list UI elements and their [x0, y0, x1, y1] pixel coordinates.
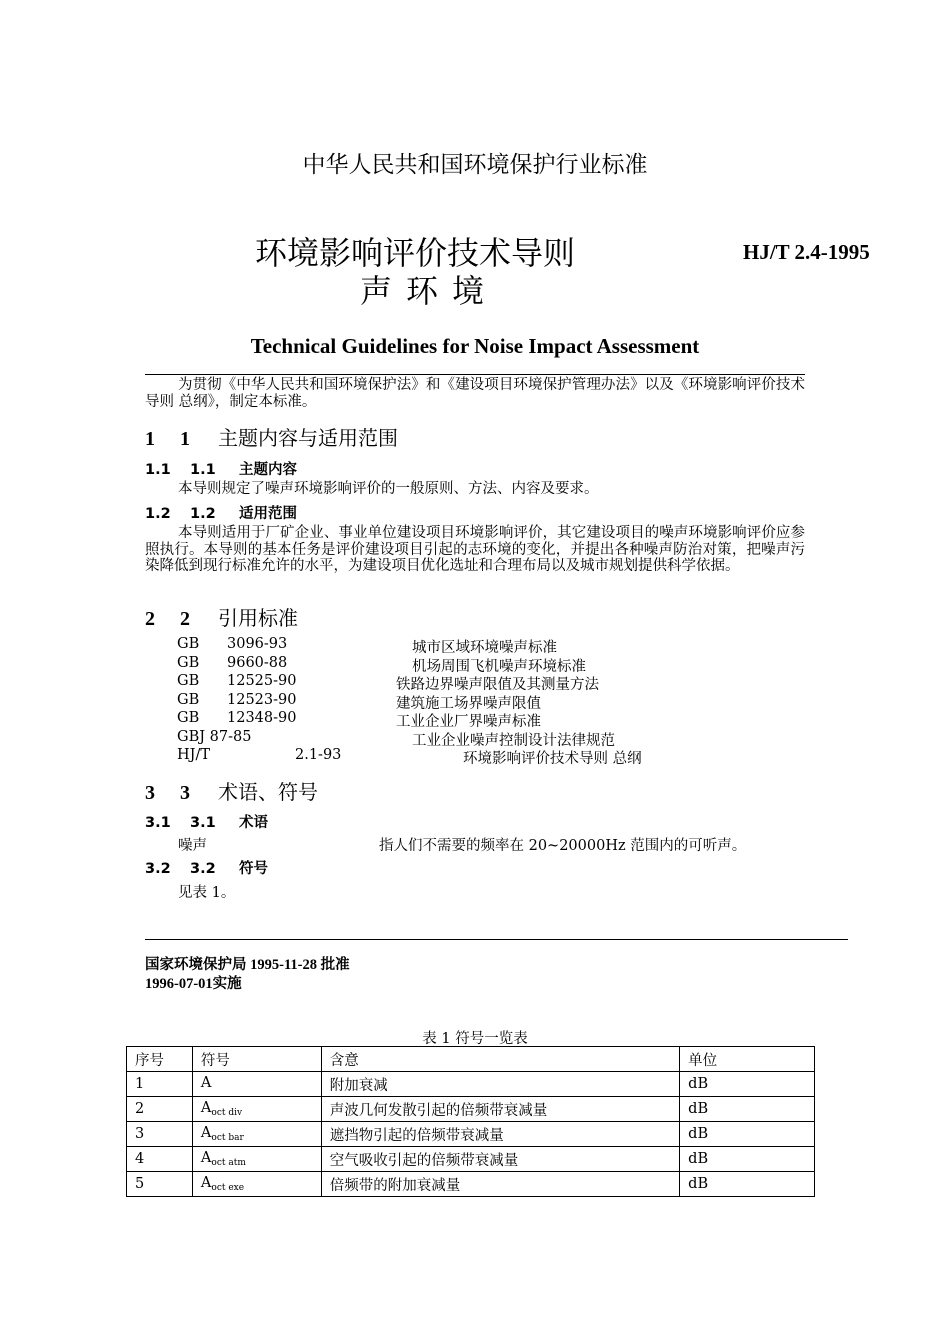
section-1-heading: [145, 422, 398, 451]
table-row: [127, 1172, 815, 1197]
cell-meaning: 遮挡物引起的倍频带衰减量: [321, 1122, 679, 1147]
section-number: 2: [145, 608, 155, 630]
cell-meaning: 附加衰减: [321, 1072, 679, 1097]
approval-label: 批准: [320, 957, 350, 973]
cell-meaning: 空气吸收引起的倍频带衰减量: [321, 1147, 679, 1172]
ref-name: 工业企业噪声控制设计法律规范: [412, 733, 615, 749]
ref-prefix: GB: [177, 673, 200, 689]
see-table-note: 见表 1。: [178, 885, 236, 901]
subsection-title: 术语: [239, 815, 268, 831]
section-number-repeat: 1: [180, 428, 190, 450]
cell-unit: dB: [680, 1097, 815, 1122]
subsection-title: 符号: [239, 861, 268, 877]
cell-symbol: [192, 1147, 321, 1172]
approval-date: 1995-11-28: [250, 957, 317, 973]
cell-meaning: 倍频带的附加衰减量: [321, 1172, 679, 1197]
cell-no: 2: [127, 1097, 193, 1122]
ref-name: 铁路边界噪声限值及其测量方法: [396, 677, 599, 693]
term-definition: 指人们不需要的频率在 20~20000Hz 范围内的可听声。: [379, 838, 747, 854]
ref-prefix: HJ/T: [177, 747, 211, 763]
section-3-heading: [145, 776, 318, 805]
section-1-1-text: 本导则规定了噪声环境影响评价的一般原则、方法、内容及要求。: [178, 481, 599, 497]
subsection-number-repeat: 1.1: [190, 462, 216, 478]
cell-symbol: [192, 1072, 321, 1097]
ref-number: 3096-93: [227, 636, 288, 652]
section-title: 术语、符号: [218, 780, 318, 804]
cell-no: 4: [127, 1147, 193, 1172]
symbol-base: A: [200, 1150, 212, 1166]
cell-symbol: [192, 1172, 321, 1197]
ref-prefix: GB: [177, 636, 200, 652]
ref-name: 环境影响评价技术导则 总纲: [463, 751, 642, 767]
header-org: 中华人民共和国环境保护行业标准: [302, 152, 648, 178]
header-cell: 序号: [127, 1047, 193, 1072]
approval-line: [145, 953, 350, 974]
header-cell: 单位: [680, 1047, 815, 1072]
ref-name: 机场周围飞机噪声环境标准: [412, 659, 586, 675]
symbol-base: A: [200, 1125, 212, 1141]
document-title: 环境影响评价技术导则: [255, 234, 576, 272]
effective-date: 1996-07-01: [145, 976, 213, 992]
cell-no: 1: [127, 1072, 193, 1097]
symbol-table: [126, 1046, 815, 1197]
effective-line: [145, 972, 242, 993]
table-caption: 表 1 符号一览表: [422, 1031, 528, 1047]
cell-meaning: 声波几何发散引起的倍频带衰减量: [321, 1097, 679, 1122]
ref-number: 9660-88: [227, 655, 288, 671]
symbol-subscript: oct bar: [211, 1133, 244, 1143]
section-title: 引用标准: [218, 606, 298, 630]
subsection-number: 3.2: [145, 861, 171, 877]
title-divider: [145, 374, 805, 375]
subsection-number-repeat: 3.2: [190, 861, 216, 877]
ref-name: 工业企业厂界噪声标准: [396, 714, 541, 730]
ref-name: 城市区域环境噪声标准: [412, 640, 557, 656]
cell-symbol: [192, 1097, 321, 1122]
ref-name: 建筑施工场界噪声限值: [396, 696, 541, 712]
cell-unit: dB: [680, 1122, 815, 1147]
approval-org: 国家环境保护局: [145, 957, 247, 973]
subsection-title: 适用范围: [239, 506, 297, 522]
table-row: [127, 1072, 815, 1097]
english-title: Technical Guidelines for Noise Impact Assessment: [250, 334, 700, 358]
subsection-number: 1.2: [145, 506, 171, 522]
ref-number: 12525-90: [227, 673, 297, 689]
effective-label: 实施: [212, 976, 242, 992]
ref-number: 12348-90: [227, 710, 297, 726]
cell-no: 5: [127, 1172, 193, 1197]
ref-prefix: GB: [177, 710, 200, 726]
ref-number: 12523-90: [227, 692, 297, 708]
symbol-subscript: oct exe: [211, 1183, 245, 1193]
intro-paragraph: 为贯彻《中华人民共和国环境保护法》和《建设项目环境保护管理办法》以及《环境影响评价技术导则 总纲》，制定本标准。: [145, 377, 805, 410]
subsection-number: 1.1: [145, 462, 171, 478]
cell-no: 3: [127, 1122, 193, 1147]
subsection-title: 主题内容: [239, 462, 297, 478]
term-noise: 噪声: [178, 838, 207, 854]
section-number-repeat: 2: [180, 608, 190, 630]
subsection-number-repeat: 3.1: [190, 815, 216, 831]
section-1-2-heading: [145, 502, 297, 523]
header-cell: 符号: [192, 1047, 321, 1072]
symbol-subscript: oct div: [211, 1108, 243, 1118]
cell-symbol: [192, 1122, 321, 1147]
section-title: 主题内容与适用范围: [218, 426, 398, 450]
cell-unit: dB: [680, 1147, 815, 1172]
table-header-row: [127, 1047, 815, 1072]
section-3-2-heading: [145, 857, 268, 878]
section-number: 1: [145, 428, 155, 450]
table-row: [127, 1147, 815, 1172]
header-cell: 含意: [321, 1047, 679, 1072]
table-row: [127, 1122, 815, 1147]
section-3-1-heading: [145, 811, 268, 832]
footer-divider: [145, 939, 848, 940]
section-number-repeat: 3: [180, 782, 190, 804]
ref-prefix: GB: [177, 692, 200, 708]
symbol-base: A: [200, 1100, 212, 1116]
section-number: 3: [145, 782, 155, 804]
cell-unit: dB: [680, 1172, 815, 1197]
section-2-heading: [145, 602, 298, 631]
symbol-base: A: [200, 1075, 212, 1091]
standard-code: HJ/T 2.4-1995: [743, 240, 870, 264]
section-1-1-heading: [145, 458, 297, 479]
cell-unit: dB: [680, 1072, 815, 1097]
symbol-base: A: [200, 1175, 212, 1191]
ref-prefix: GBJ 87-85: [177, 729, 252, 745]
document-subtitle: 声环境: [360, 272, 499, 310]
ref-prefix: GB: [177, 655, 200, 671]
subsection-number: 3.1: [145, 815, 171, 831]
ref-number: 2.1-93: [295, 747, 342, 763]
section-1-2-text: 本导则适用于厂矿企业、事业单位建设项目环境影响评价，其它建设项目的噪声环境影响评价应参照执行。本导则的基本任务是评价建设项目引起的志环境的变化，并提出各种噪声防治对策，把噪声污染降低到现行标准允许的水平，为建设项目优化选址和合理布局以及城市规划提供科学依据。: [145, 525, 805, 574]
subsection-number-repeat: 1.2: [190, 506, 216, 522]
table-row: [127, 1097, 815, 1122]
symbol-subscript: oct atm: [211, 1158, 246, 1168]
